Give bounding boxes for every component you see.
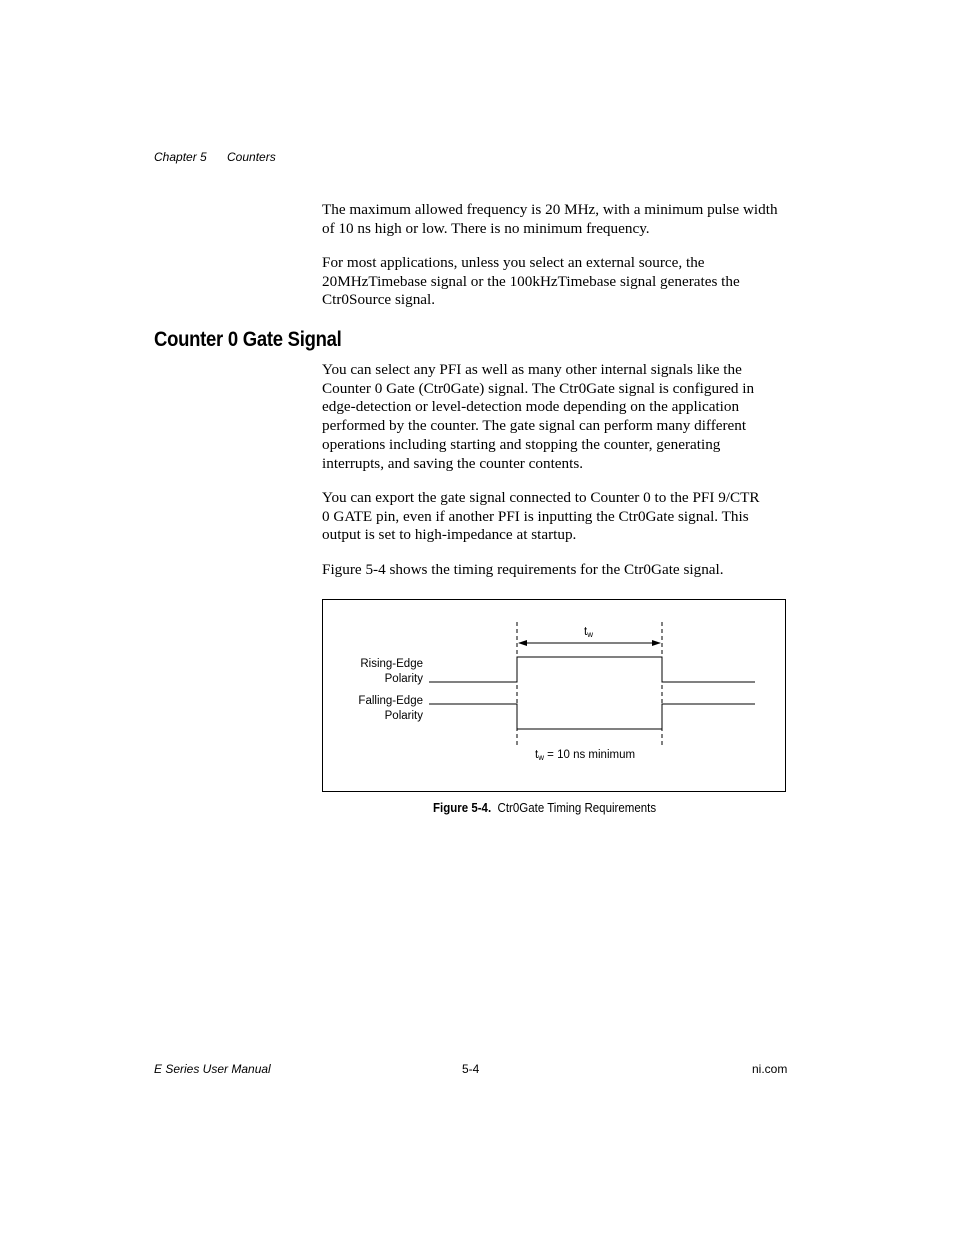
rising-edge-label: Rising-Edge Polarity	[360, 658, 423, 685]
footer-page-number: 5-4	[462, 1062, 480, 1076]
falling-edge-label: Falling-Edge Polarity	[358, 695, 423, 722]
section-paragraph-2: You can export the gate signal connected to Counter 0 to the PFI 9/CTR 0 GATE pin, even if another PFI is inputting the Ctr0Gate signal. This output is set to high-impedance at startup.	[322, 489, 760, 544]
footer-manual-title: E Series User Manual	[154, 1062, 271, 1076]
figure-caption-number: Figure 5-4.	[433, 801, 492, 815]
section-title: Counter 0 Gate Signal	[154, 328, 342, 351]
rising-edge-waveform	[429, 657, 755, 682]
header-chapter: Chapter 5	[154, 150, 207, 164]
intro-paragraph-2: For most applications, unless you select an external source, the 20MHzTimebase signal or the 100kHzTimebase signal generates the Ctr0Source signal.	[322, 254, 740, 309]
figure-caption-text: Ctr0Gate Timing Requirements	[497, 801, 657, 815]
tw-minimum-note: $t_w = 10$ ns minimum	[535, 749, 636, 762]
section-paragraph-1: You can select any PFI as well as many other internal signals like the Counter 0 Gate (Ctr0Gate) signal. The Ctr0Gate signal is configured in edge-detection or level-detection mode depending on the application performed by the counter. The gate signal can perform many different operations including starting and stopping the counter, generating interrupts, and saving the counter contents.	[322, 361, 755, 472]
tw-label: $t_w$	[584, 626, 593, 639]
intro-paragraph-1: The maximum allowed frequency is 20 MHz, with a minimum pulse width of 10 ns high or low. There is no minimum frequency.	[322, 201, 778, 237]
timing-figure	[322, 599, 786, 792]
tw-arrow-left	[518, 640, 527, 646]
header-section: Counters	[227, 150, 276, 164]
figure-caption	[433, 801, 656, 815]
tw-arrow-right	[652, 640, 661, 646]
falling-edge-waveform	[429, 704, 755, 729]
section-paragraph-3: Figure 5-4 shows the timing requirements for the Ctr0Gate signal.	[322, 561, 724, 578]
footer-website: ni.com	[752, 1062, 788, 1076]
